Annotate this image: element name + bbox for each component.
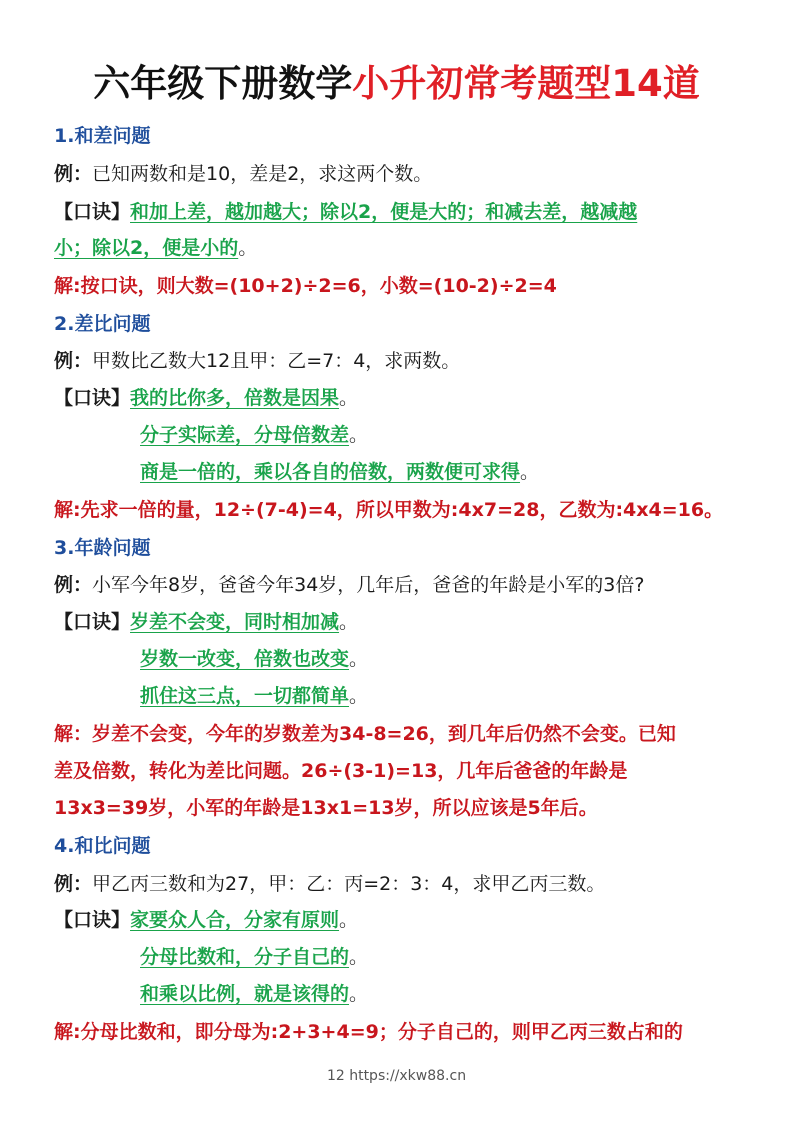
tip-text: 分子实际差，分母倍数差	[140, 424, 350, 446]
tip-end: 。	[339, 909, 359, 931]
tip-text: 岁数一改变，倍数也改变	[140, 648, 350, 670]
tip-end: 。	[238, 237, 258, 259]
tip-end: 。	[339, 387, 359, 409]
section-2-solution: 解:先求一倍的量，12÷(7-4)=4，所以甲数为:4x7=28，乙数为:4x4=16。	[54, 499, 724, 521]
section-2-example	[54, 347, 460, 375]
tip-text: 分母比数和，分子自己的	[140, 946, 350, 968]
section-1-tip-line-1	[54, 198, 637, 226]
tip-label: 【口诀】	[54, 611, 131, 633]
title-part-black: 六年级下册数学	[93, 62, 353, 105]
section-3-tip-line-3	[140, 682, 368, 710]
tip-end: 。	[349, 685, 369, 707]
section-3-tip-line-2	[140, 645, 368, 673]
tip-end: 。	[349, 983, 369, 1005]
example-label: 例：	[54, 873, 93, 895]
section-2-tip-line-3	[140, 458, 539, 486]
section-3-heading: 3.年龄问题	[54, 537, 151, 559]
tip-end: 。	[349, 946, 369, 968]
section-2-tip-line-2	[140, 421, 368, 449]
tip-text: 我的比你多，倍数是因果	[130, 387, 340, 409]
section-3-solution-line-2: 差及倍数，转化为差比问题。26÷(3-1)=13，几年后爸爸的年龄是	[54, 760, 628, 782]
tip-text: 家要众人合，分家有原则	[130, 909, 340, 931]
tip-text: 岁差不会变，同时相加减	[130, 611, 340, 633]
section-3-solution-line-3: 13x3=39岁，小军的年龄是13x1=13岁，所以应该是5年后。	[54, 797, 598, 819]
example-label: 例：	[54, 163, 93, 185]
section-2-heading: 2.差比问题	[54, 313, 151, 335]
tip-text: 和加上差，越加越大；除以2，便是大的；和减去差，越减越	[130, 201, 638, 223]
section-3-example	[54, 571, 644, 599]
tip-text: 商是一倍的，乘以各自的倍数，两数便可求得	[140, 461, 521, 483]
section-4-tip-line-1	[54, 906, 358, 934]
example-text: 甲乙丙三数和为27，甲：乙：丙=2：3：4，求甲乙丙三数。	[92, 873, 606, 895]
tip-end: 。	[349, 424, 369, 446]
tip-end: 。	[520, 461, 540, 483]
section-1-heading: 1.和差问题	[54, 125, 151, 147]
section-1-solution: 解:按口诀，则大数=(10+2)÷2=6，小数=(10-2)÷2=4	[54, 275, 557, 297]
section-3-tip-line-1	[54, 608, 358, 636]
section-4-solution: 解:分母比数和，即分母为:2+3+4=9；分子自己的，则甲乙丙三数占和的	[54, 1021, 683, 1043]
example-text: 小军今年8岁，爸爸今年34岁，几年后，爸爸的年龄是小军的3倍?	[92, 574, 645, 596]
page-title	[0, 58, 793, 110]
example-text: 已知两数和是10，差是2，求这两个数。	[92, 163, 433, 185]
tip-text: 抓住这三点，一切都简单	[140, 685, 350, 707]
example-label: 例：	[54, 350, 93, 372]
tip-label: 【口诀】	[54, 201, 131, 223]
section-4-tip-line-2	[140, 943, 368, 971]
example-text: 甲数比乙数大12且甲：乙=7：4，求两数。	[92, 350, 461, 372]
tip-text: 和乘以比例，就是该得的	[140, 983, 350, 1005]
example-label: 例：	[54, 574, 93, 596]
tip-end: 。	[339, 611, 359, 633]
section-4-heading: 4.和比问题	[54, 835, 151, 857]
section-4-example	[54, 870, 605, 898]
section-1-tip-line-2	[54, 234, 257, 262]
tip-text: 小；除以2，便是小的	[54, 237, 239, 259]
section-4-tip-line-3	[140, 980, 368, 1008]
title-part-red: 小升初常考题型14道	[352, 62, 700, 105]
tip-end: 。	[349, 648, 369, 670]
page-footer: 12 https://xkw88.cn	[326, 1068, 467, 1084]
tip-label: 【口诀】	[54, 387, 131, 409]
section-1-example	[54, 160, 432, 188]
section-2-tip-line-1	[54, 384, 358, 412]
section-3-solution-line-1: 解：岁差不会变，今年的岁数差为34-8=26，到几年后仍然不会变。已知	[54, 723, 676, 745]
tip-label: 【口诀】	[54, 909, 131, 931]
